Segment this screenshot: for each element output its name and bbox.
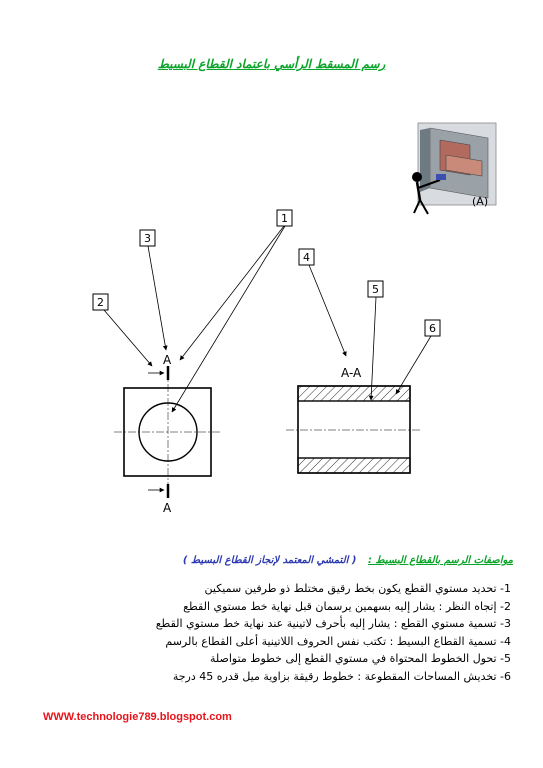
- svg-text:3: 3: [144, 232, 151, 245]
- spec-item: 5- تحول الخطوط المحتواة في مستوي القطع إلى خطوط متواصلة: [209, 652, 511, 665]
- callout-3: [140, 230, 166, 350]
- spec-item: 2- إتجاه النظر : يشار إليه بسهمين يرسمان قبل نهاية خط مستوي القطع: [183, 599, 511, 613]
- callout-6: [396, 320, 440, 394]
- page-title: رسم المسقط الرأسي باعتماد القطاع البسيط: [157, 57, 386, 71]
- spec-item: 1- تحديد مستوي القطع يكون بخط رقيق مختلط ذو طرفين سميكين: [204, 582, 511, 595]
- svg-text:6: 6: [429, 322, 436, 335]
- section-label: A-A: [341, 366, 362, 380]
- section-view: [286, 386, 420, 473]
- specs-header: [183, 555, 513, 566]
- footer-url[interactable]: WWW.technologie789.blogspot.com: [43, 711, 232, 723]
- callout-4: [299, 249, 346, 356]
- svg-text:2: 2: [97, 296, 104, 309]
- specs-subtitle: ( التمشي المعتمد لإنجاز القطاع البسيط ): [182, 555, 357, 566]
- spec-item: 3- تسمية مستوي القطع : يشار إليه بأحرف لاتينية عند نهاية خط مستوي القطع: [155, 617, 511, 630]
- svg-text:4: 4: [303, 251, 310, 264]
- svg-text:5: 5: [372, 283, 379, 296]
- callout-5: [368, 281, 383, 400]
- front-view: [114, 366, 222, 498]
- spec-item: 4- تسمية القطاع البسيط : تكتب نفس الحروف اللاتينية أعلى القطاع بالرسم: [165, 634, 511, 648]
- svg-text:1: 1: [281, 212, 288, 225]
- view-label-a-top: A: [163, 353, 172, 367]
- specs-title: مواصفات الرسم بالقطاع البسيط :: [367, 555, 513, 566]
- view-label-a-bottom: A: [163, 501, 172, 515]
- specs-list: [91, 580, 511, 685]
- callout-2: [93, 294, 152, 366]
- corner-label: (A): [472, 195, 489, 208]
- spec-item: 6- تخديش المساحات المقطوعة : خطوط رقيقة بزاوية ميل قدره 45 درجة: [172, 669, 511, 683]
- callout-1: [172, 210, 292, 412]
